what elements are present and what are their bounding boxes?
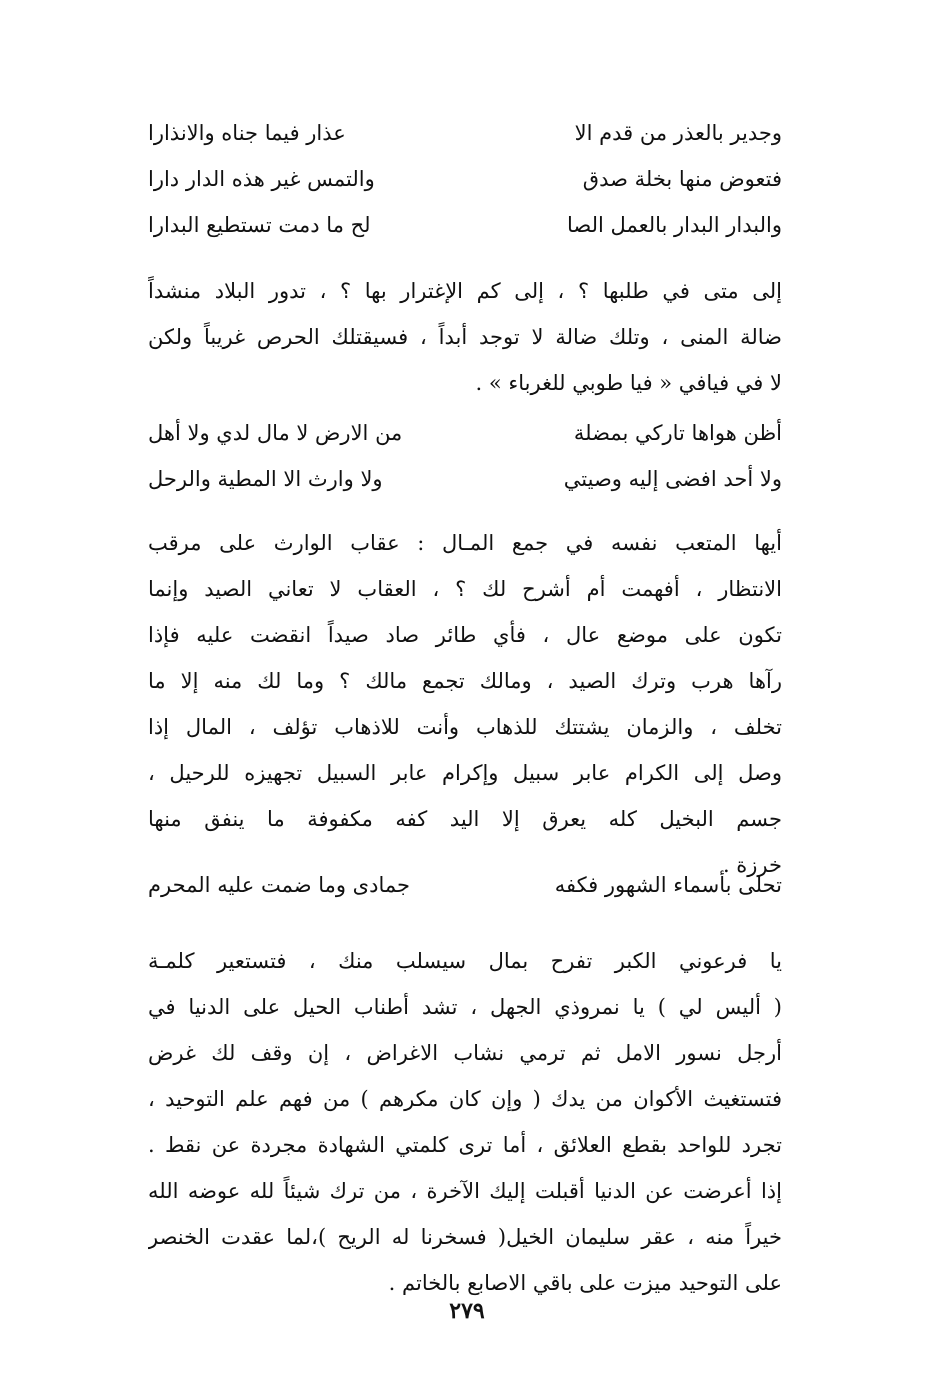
- text-line: فتستغيث الأكوان من يدك ( وإن كان مكرهم ) من فهم علم التوحيد ،: [148, 1087, 782, 1111]
- verse-line: [148, 456, 782, 502]
- verse-first-half: تحلى بأسماء الشهور فكفه: [554, 873, 782, 897]
- text-line: تكون على موضع عال ، فأي طائر صاد صيداً انقضت عليه فإذا: [148, 623, 782, 647]
- verse-line: [148, 110, 782, 156]
- text-line: يا فرعوني الكبر تفرح بمال سيسلب منك ، فتستعير كلمـة: [148, 949, 782, 973]
- text-line: ضالة المنى ، وتلك ضالة لا توجد أبداً ، فسيقتلك الحرص غريباً ولكن: [148, 325, 782, 349]
- verse-line: [148, 862, 782, 908]
- text-line: تجرد للواحد بقطع العلائق ، أما ترى كلمتي الشهادة مجردة عن نقط .: [148, 1133, 782, 1157]
- text-line: خرزة .: [722, 853, 782, 877]
- text-line: رآها هرب وترك الصيد ، ومالك تجمع مالك ؟ وما لك منه إلا ما: [148, 669, 782, 693]
- text-line: على التوحيد ميزت على باقي الاصابع بالخاتم .: [388, 1271, 782, 1295]
- text-line: تخلف ، والزمان يشتتك للذهاب وأنت للاذهاب تؤلف ، المال إذا: [148, 715, 782, 739]
- paragraph-1: [148, 268, 782, 406]
- poem-block-2: [148, 410, 782, 502]
- text-line: إلى متى في طلبها ؟ ، إلى كم الإغترار بها ؟ ، تدور البلاد منشداً: [148, 279, 782, 303]
- text-line: وصل إلى الكرام عابر سبيل وإكرام عابر السبيل تجهيزه للرحيل ،: [148, 761, 782, 785]
- text-line: إذا أعرضت عن الدنيا أقبلت إليك الآخرة ، من ترك شيئاً لله عوضه الله: [148, 1179, 782, 1203]
- text-line: جسم البخيل كله يعرق إلا اليد كفه مكفوفة ما ينفق منها: [148, 807, 782, 831]
- text-line: لا في فيافي « فيا طوبي للغرباء » .: [475, 371, 782, 395]
- paragraph-2: [148, 520, 782, 888]
- text-line: الانتظار ، أفهمت أم أشرح لك ؟ ، العقاب لا تعاني الصيد وإنما: [148, 577, 782, 601]
- verse-second-half: لح ما دمت تستطيع البدارا: [148, 213, 371, 237]
- verse-line: [148, 156, 782, 202]
- verse-first-half: والبدار البدار بالعمل الصا: [567, 213, 782, 237]
- text-line: أيها المتعب نفسه في جمع المـال : عقاب الوارث على مرقب: [148, 531, 782, 555]
- verse-first-half: أظن هواها تاركي بمضلة: [573, 421, 782, 445]
- verse-line: [148, 410, 782, 456]
- text-line: أرجل نسور الامل ثم ترمي نشاب الاغراض ، إن وقف لك غرض: [148, 1041, 782, 1065]
- verse-first-half: وجدير بالعذر من قدم الا: [574, 121, 782, 145]
- poem-block-3: [148, 862, 782, 908]
- verse-second-half: ولا وارث الا المطية والرحل: [148, 467, 383, 491]
- verse-line: [148, 202, 782, 248]
- page-number: ٢٧٩: [449, 1298, 485, 1324]
- paragraph-3: [148, 938, 782, 1306]
- text-line: ( أليس لي ) يا نمروذي الجهل ، تشد أطناب الحيل على الدنيا في: [148, 995, 782, 1019]
- verse-second-half: من الارض لا مال لدي ولا أهل: [148, 421, 403, 445]
- poem-block-1: [148, 110, 782, 248]
- text-line: خيراً منه ، عقر سليمان الخيل( فسخرنا له الريح )،لما عقدت الخنصر: [148, 1225, 782, 1249]
- verse-first-half: فتعوض منها بخلة صدق: [582, 167, 782, 191]
- verse-first-half: ولا أحد افضى إليه وصيتي: [563, 467, 782, 491]
- verse-second-half: والتمس غير هذه الدار دارا: [148, 167, 375, 191]
- verse-second-half: عذار فيما جناه والانذارا: [148, 121, 346, 145]
- verse-second-half: جمادى وما ضمت عليه المحرم: [148, 873, 410, 897]
